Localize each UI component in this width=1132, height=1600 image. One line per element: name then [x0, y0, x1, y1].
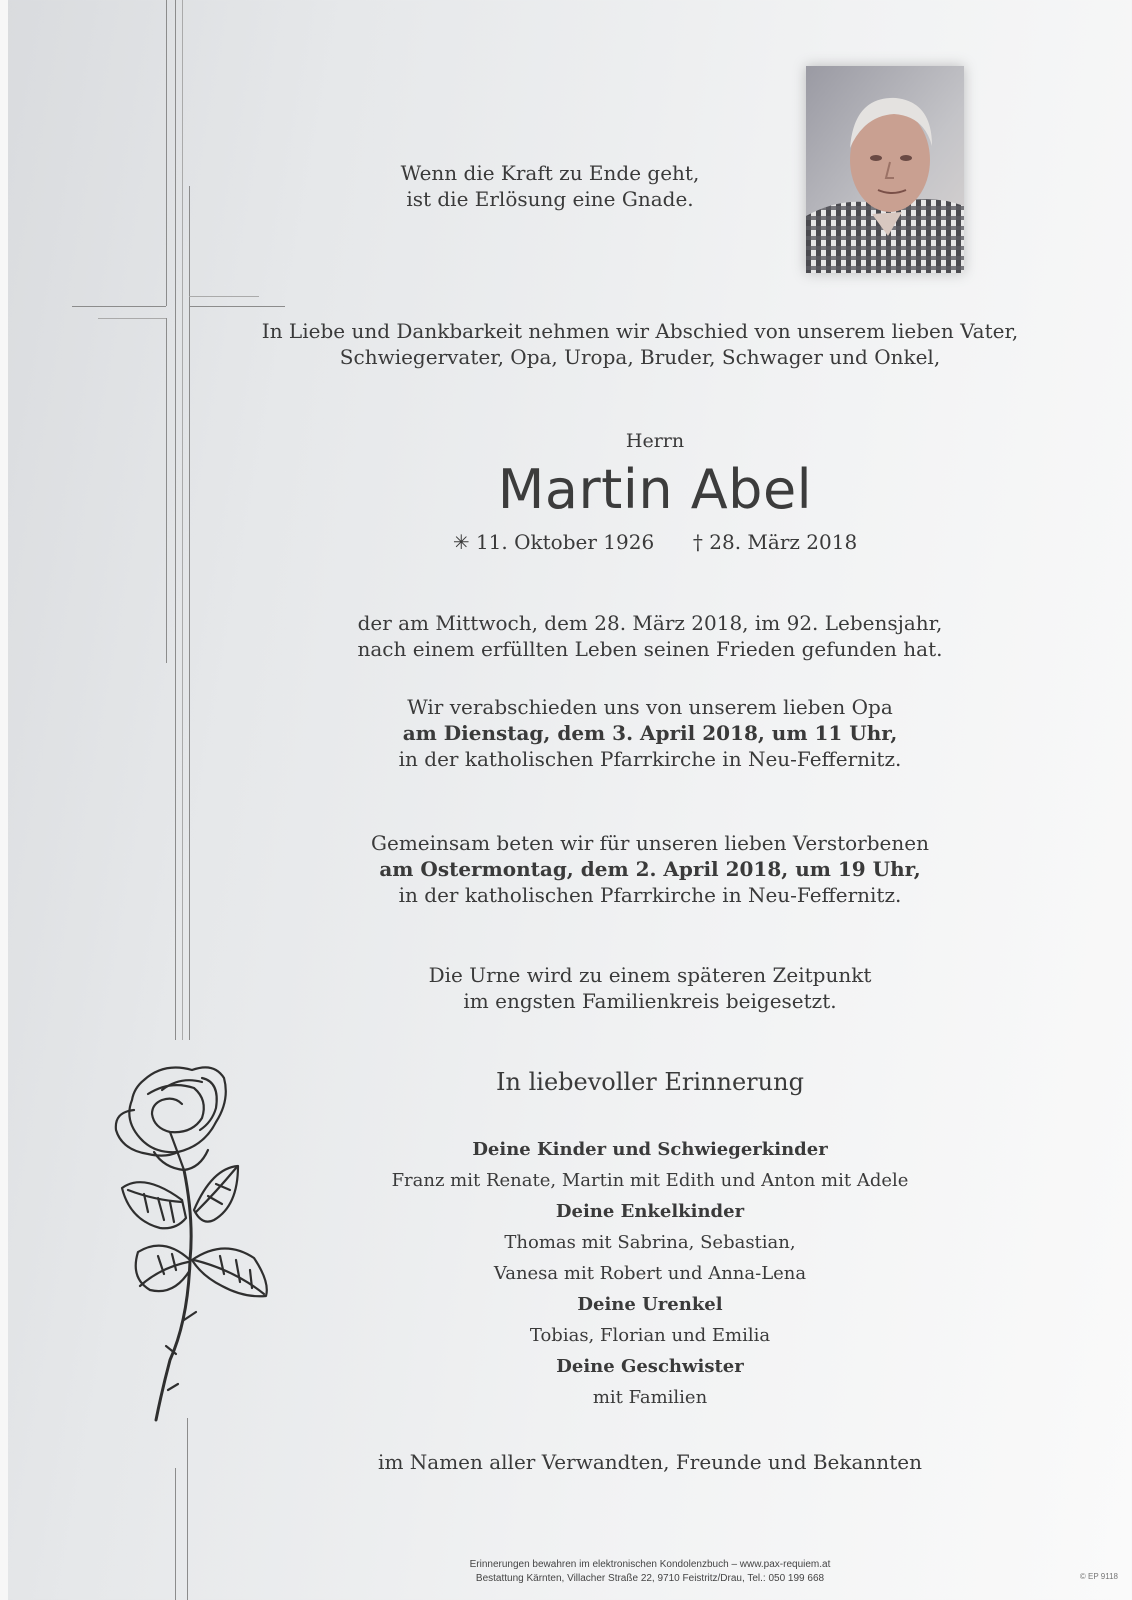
- cross-line: [187, 1418, 188, 1600]
- urn-text: [200, 962, 1100, 1014]
- footer-line: Bestattung Kärnten, Villacher Straße 22, 9710 Feistritz/Drau, Tel.: 050 199 668: [475, 1573, 825, 1584]
- family-heading: Deine Kinder und Schwiegerkinder: [472, 1139, 828, 1160]
- memory-heading: In liebevoller Erinnerung: [496, 1068, 804, 1096]
- family-names: Franz mit Renate, Martin mit Edith und Anton mit Adele: [391, 1170, 909, 1191]
- motto-line: Wenn die Kraft zu Ende geht,: [400, 161, 700, 185]
- cross-line: [72, 306, 166, 307]
- motto: [200, 160, 900, 212]
- passing-text: [200, 610, 1100, 662]
- footer-line: Erinnerungen bewahren im elektronischen Kondolenzbuch – www.pax-requiem.at: [469, 1559, 831, 1570]
- family-names: Vanesa mit Robert und Anna-Lena: [493, 1263, 807, 1284]
- prayer-place: in der katholischen Pfarrkirche in Neu-Feffernitz.: [398, 883, 902, 907]
- prayer-line: Gemeinsam beten wir für unseren lieben Verstorbenen: [371, 831, 929, 855]
- rose-icon: [104, 1060, 284, 1440]
- urn-line: im engsten Familienkreis beigesetzt.: [463, 989, 837, 1013]
- prayer-block: [200, 830, 1100, 908]
- family-heading: Deine Enkelkinder: [555, 1201, 745, 1222]
- life-dates: [160, 530, 1132, 554]
- print-code: © EP 9118: [1079, 1572, 1118, 1581]
- closing-line: im Namen aller Verwandten, Freunde und Bekannten: [378, 1450, 922, 1474]
- farewell-place: in der katholischen Pfarrkirche in Neu-Feffernitz.: [398, 747, 902, 771]
- death-date: 28. März 2018: [709, 530, 858, 554]
- urn-line: Die Urne wird zu einem späteren Zeitpunkt: [428, 963, 872, 987]
- family-heading: Deine Urenkel: [577, 1294, 723, 1315]
- birth-date: 11. Oktober 1926: [475, 530, 655, 554]
- farewell-date: am Dienstag, dem 3. April 2018, um 11 Uhr,: [402, 721, 898, 745]
- family-names: Thomas mit Sabrina, Sebastian,: [504, 1232, 796, 1253]
- salutation: Herrn: [625, 430, 685, 452]
- farewell-block: [200, 694, 1100, 772]
- passing-line: der am Mittwoch, dem 28. März 2018, im 92. Lebensjahr,: [357, 611, 943, 635]
- intro: [200, 318, 1080, 370]
- intro-line: In Liebe und Dankbarkeit nehmen wir Abschied von unserem lieben Vater,: [261, 319, 1019, 343]
- passing-line: nach einem erfüllten Leben seinen Frieden gefunden hat.: [357, 637, 943, 661]
- family-heading: Deine Geschwister: [556, 1356, 744, 1377]
- cross-line: [189, 186, 190, 306]
- cross-line: [98, 318, 166, 319]
- cross-line: [166, 0, 167, 306]
- motto-line: ist die Erlösung eine Gnade.: [406, 187, 694, 211]
- birth-icon: ✳: [452, 530, 470, 554]
- intro-line: Schwiegervater, Opa, Uropa, Bruder, Schwager und Onkel,: [339, 345, 941, 369]
- family-list: [200, 1134, 1100, 1413]
- page-edge: [0, 0, 8, 1600]
- prayer-date: am Ostermontag, dem 2. April 2018, um 19 Uhr,: [379, 857, 921, 881]
- farewell-line: Wir verabschieden uns von unserem lieben Opa: [407, 695, 893, 719]
- family-names: Tobias, Florian und Emilia: [529, 1325, 771, 1346]
- cross-line: [189, 306, 285, 307]
- family-names: mit Familien: [592, 1387, 708, 1408]
- cross-line: [189, 186, 190, 1040]
- footer: [200, 1558, 1100, 1586]
- cross-line: [175, 1468, 176, 1600]
- deceased-name: Martin Abel: [497, 458, 813, 521]
- cross-line: [189, 296, 259, 297]
- death-icon: †: [692, 530, 703, 554]
